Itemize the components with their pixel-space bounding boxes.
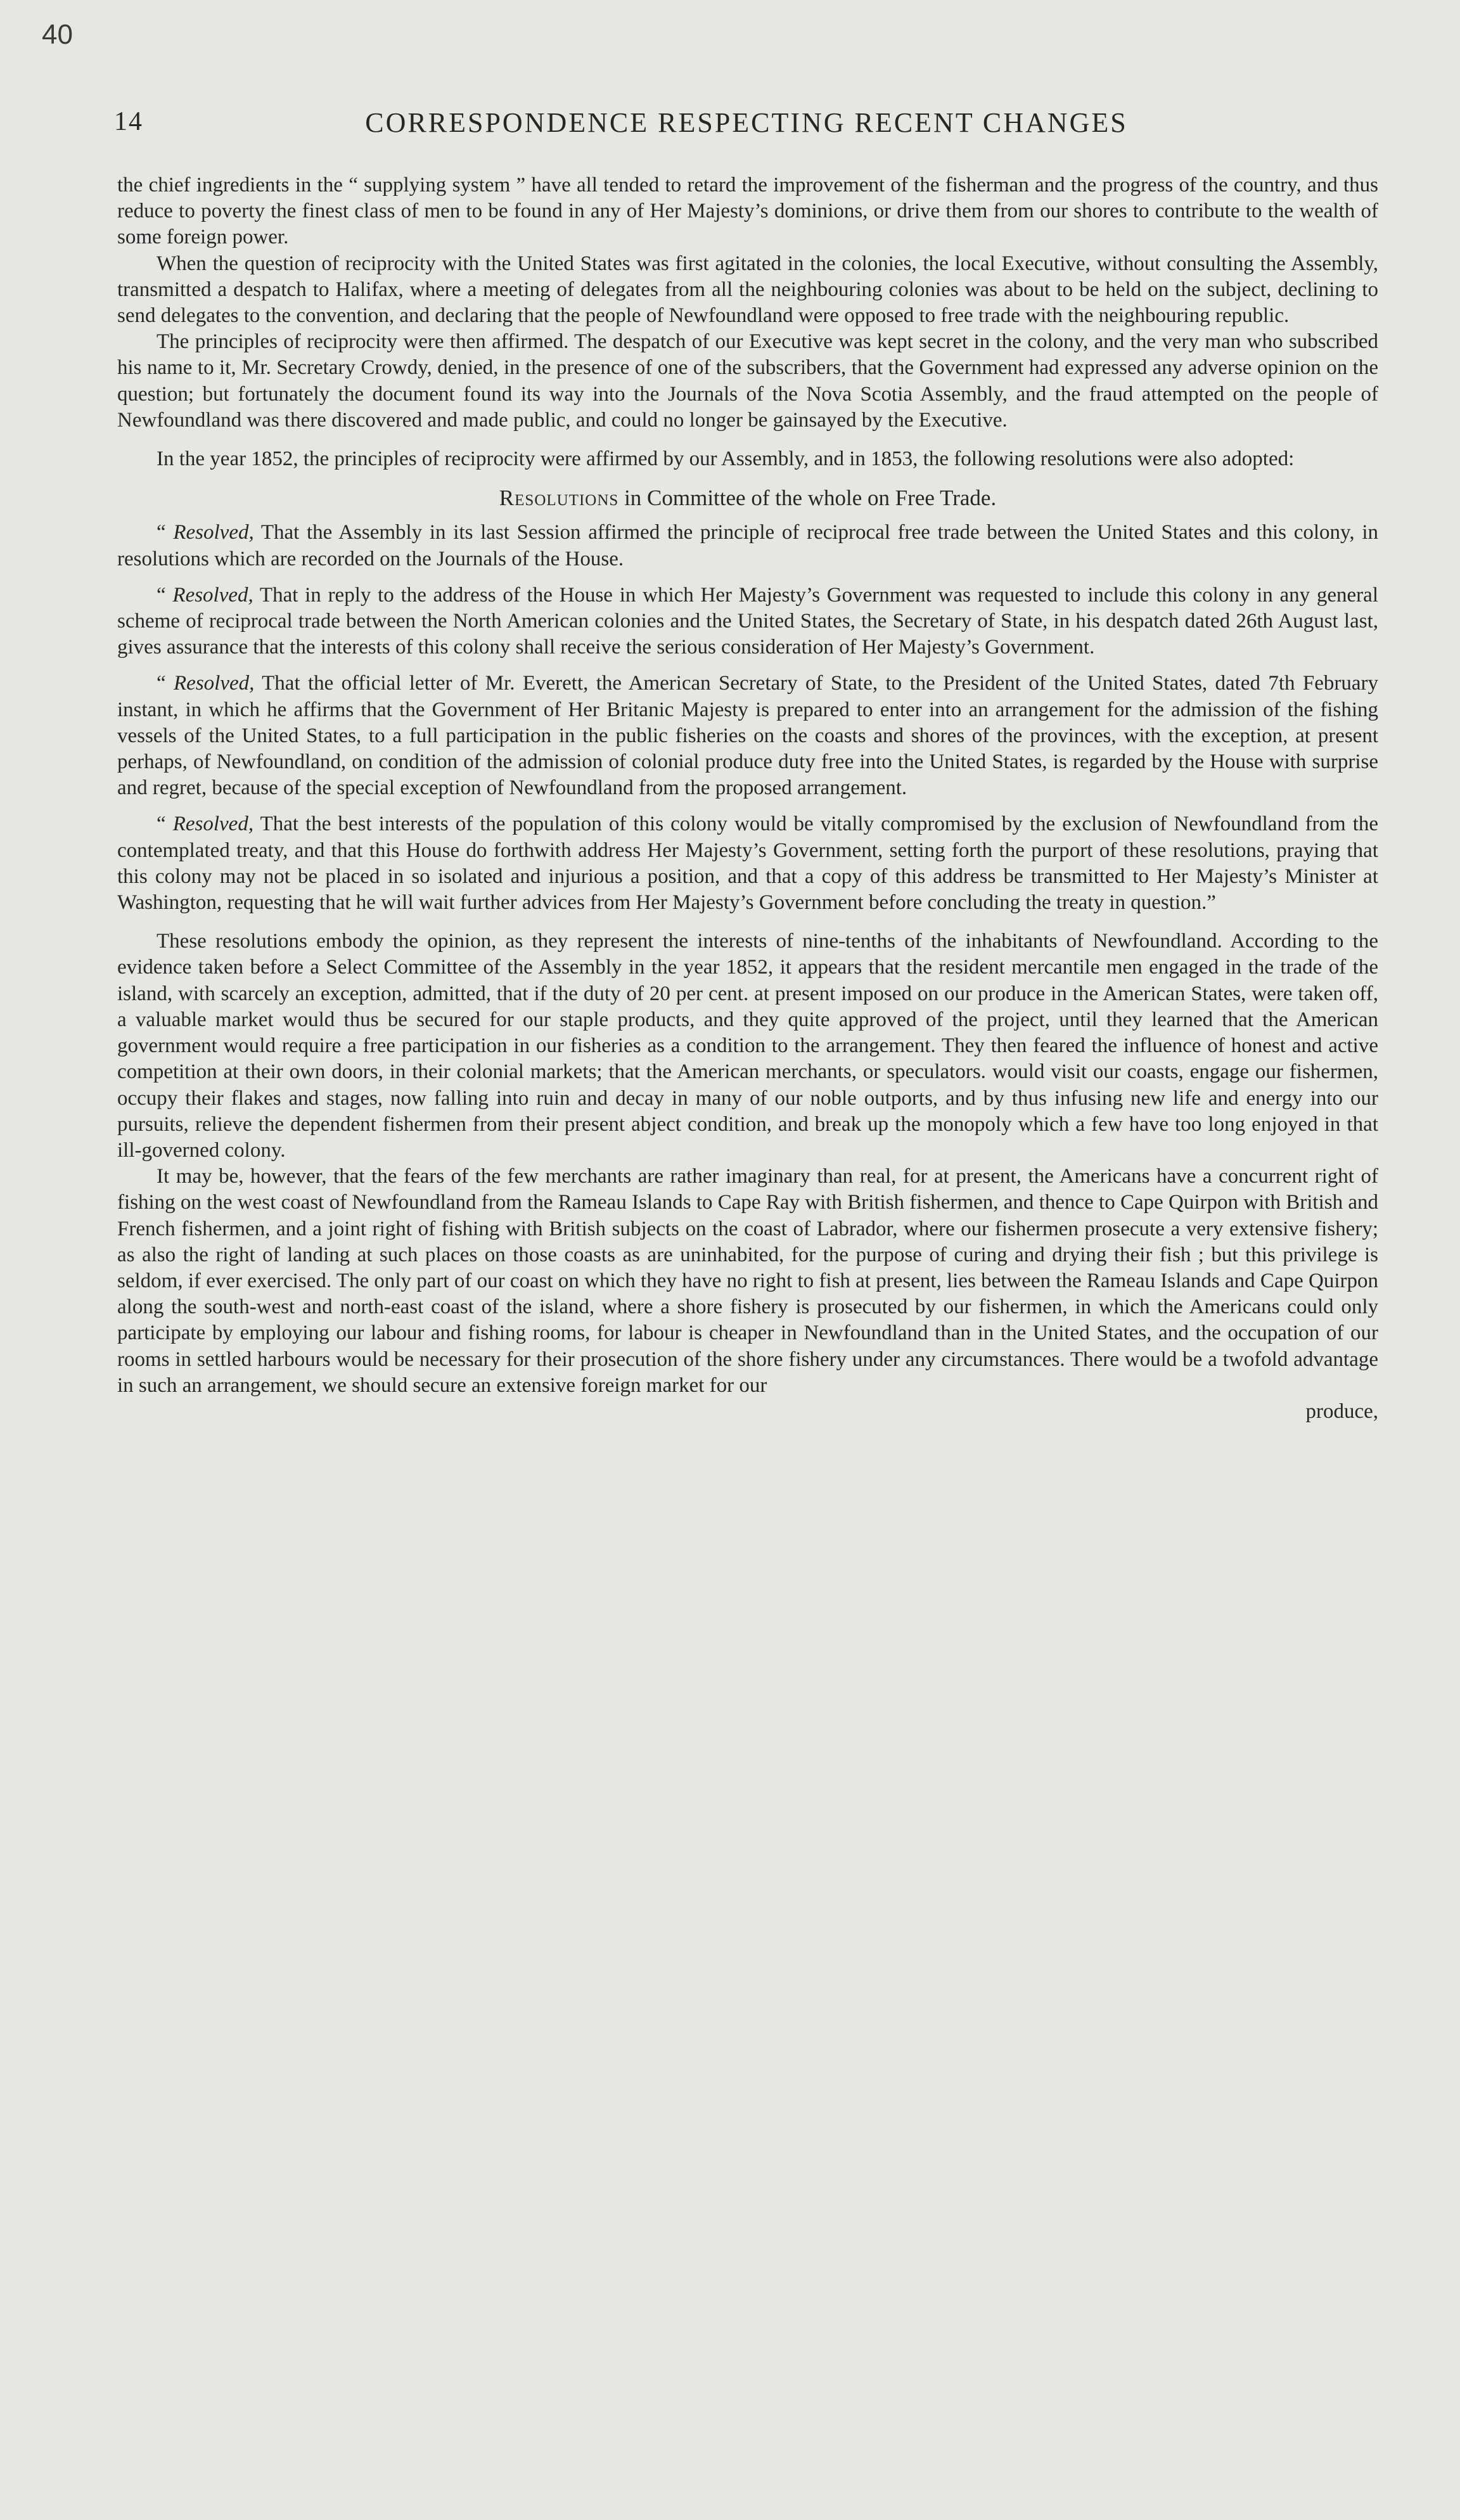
- paragraph-reciprocity-agitation: When the question of reciprocity with the United States was first agitated in the colonies, the local Executive, without consulting the Assembly, transmitted a despatch to Halifax, where a meeting of delegates from all the neighbouring colonies was about to be held on the subject, declining to send delegates to the convention, and declaring that the people of Newfoundland were opposed to free trade with the neighbouring republic.: [117, 252, 1378, 328]
- resolutions-heading-rest: in Committee of the whole on Free Trade.: [618, 485, 997, 511]
- resolution-4-text: That the best interests of the population of this colony would be vitally compromised by the exclusion of Newfoundland from the contemplated treaty, and that this House do forthwith address Her Majesty’s Government, setting forth the purport of these resolutions, praying that this colony may not be placed in so isolated and injurious a position, and that a copy of this address be transmitted to Her Majesty’s Minister at Washington, requesting that he will wait further advices from Her Majesty’s Government before concluding the treaty in question.”: [117, 813, 1379, 915]
- page-number: 14: [114, 107, 143, 136]
- resolution-4: [117, 811, 1378, 916]
- running-title: CORRESPONDENCE RESPECTING RECENT CHANGES: [365, 107, 1128, 138]
- resolution-2: [117, 582, 1378, 661]
- resolution-3-text: That the official letter of Mr. Everett, the American Secretary of State, to the President of the United States, dated 7th February instant, in which he affirms that the Government of Her Britanic Majesty is prepared to enter into an arrangement for the admission of the fishing vessels of the United States, to a full participation in the public fisheries on the coasts and shores of the provinces, with the exception, at present perhaps, of Newfoundland, on condition of the admission of colonial produce duty free into the United States, is regarded by the House with surprise and regret, because of the special exception of Newfoundland from the proposed arrangement.: [117, 672, 1378, 800]
- resolved-word: Resolved,: [174, 672, 255, 695]
- open-quote: “: [157, 521, 174, 544]
- catchword: produce,: [1305, 1399, 1378, 1423]
- resolution-1-text: That the Assembly in its last Session affirmed the principle of reciprocal free trade between the United States and this colony, in resolutions which are recorded on the Journals of the House.: [117, 521, 1379, 570]
- resolution-3: [117, 671, 1378, 801]
- paragraph-1852-resolutions: In the year 1852, the principles of reciprocity were affirmed by our Assembly, and in 1853, the following resolutions were also adopted:: [157, 447, 1295, 471]
- paragraph-merchant-fears: It may be, however, that the fears of the few merchants are rather imaginary than real, for at present, the Americans have a concurrent right of fishing on the west coast of Newfoundland from the Rameau Islands to Cape Ray with British fishermen, and thence to Cape Quirpon with British and French fishermen, and a joint right of fishing with British subjects on the coast of Labrador, where our fishermen prosecute a very extensive fishery; as also the right of landing at such places on those coasts as are uninhabited, for the purpose of curing and drying their fish ; but this privilege is seldom, if ever exercised. The only part of our coast on which they have no right to fish at present, lies between the Rameau Islands and Cape Quirpon along the south-west and north-east coast of the island, where a shore fishery is prosecuted by our fishermen, in which the Americans could only participate by employing our labour and fishing rooms, for labour is cheaper in Newfoundland than in the United States, and the occupation of our rooms in settled harbours would be necessary for their prosecution of the shore fishery under any circumstances. There would be a twofold advantage in such an arrangement, we should secure an extensive foreign market for our: [117, 1165, 1378, 1397]
- document-body: [117, 172, 1378, 1425]
- page-header: [114, 106, 1379, 151]
- resolved-word: Resolved,: [172, 583, 253, 607]
- resolution-1: [117, 520, 1378, 572]
- scan-page-number: 40: [42, 19, 73, 50]
- resolutions-heading: [117, 485, 1378, 511]
- resolution-2-text: That in reply to the address of the House in which Her Majesty’s Government was requested to include this colony in any general scheme of reciprocal trade between the North American colonies and the United States, the Secretary of State, in his despatch dated 26th August last, gives assurance that the interests of this colony shall receive the serious consideration of Her Majesty’s Government.: [117, 583, 1378, 659]
- resolutions-heading-smallcaps: Resolutions: [499, 485, 619, 511]
- paragraph-principles-affirmed: The principles of reciprocity were then affirmed. The despatch of our Executive was kept secret in the colony, and the very man who subscribed his name to it, Mr. Secretary Crowdy, denied, in the presence of one of the subscribers, that the Government had expressed any adverse opinion on the question; but fortunately the document found its way into the Journals of the Nova Scotia Assembly, and the fraud attempted on the people of Newfoundland was there discovered and made public, and could no longer be gainsayed by the Executive.: [117, 330, 1378, 432]
- resolved-word: Resolved,: [173, 521, 254, 544]
- resolved-word: Resolved,: [172, 813, 254, 836]
- paragraph-continuation: the chief ingredients in the “ supplying system ” have all tended to retard the improvement of the fisherman and the progress of the country, and thus reduce to poverty the finest class of men to be found in any of Her Majesty’s dominions, or drive them from our shores to contribute to the wealth of some foreign power.: [117, 174, 1378, 249]
- open-quote: “: [157, 672, 174, 695]
- paragraph-resolutions-embody: These resolutions embody the opinion, as they represent the interests of nine-tenths of the inhabitants of Newfoundland. According to the evidence taken before a Select Committee of the Assembly in the year 1852, it appears that the resident mercantile men engaged in the trade of the island, with scarcely an exception, admitted, that if the duty of 20 per cent. at present imposed on our produce in the American States, were taken off, a valuable market would thus be secured for our staple products, and they quite approved of the project, until they learned that the American government would require a free participation in our fisheries as a condition to the arrangement. They then feared the influence of honest and active competition at their own doors, in their colonial markets; that the American merchants, or speculators. would visit our coasts, engage our fishermen, occupy their flakes and stages, now falling into ruin and decay in many of our noble outports, and by thus infusing new life and energy into our pursuits, relieve the dependent fishermen from their present abject condition, and break up the monopoly which a few have too long enjoyed in that ill-governed colony.: [117, 930, 1378, 1162]
- open-quote: “: [157, 813, 173, 836]
- open-quote: “: [157, 583, 173, 607]
